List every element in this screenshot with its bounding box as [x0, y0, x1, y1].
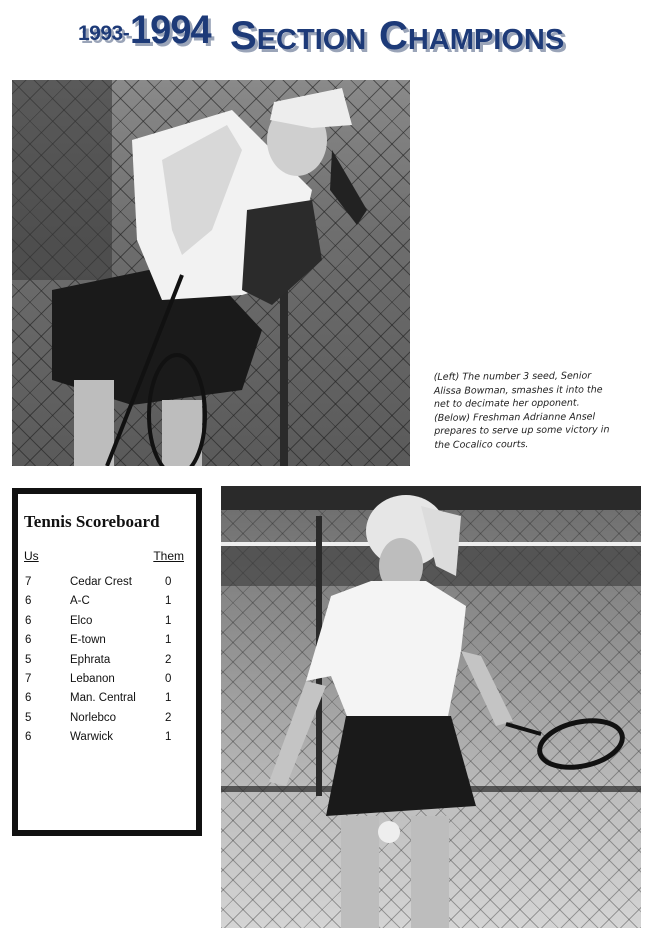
opponent-name: Ephrata — [70, 653, 111, 666]
scoreboard-row — [18, 634, 196, 653]
photo-bottom-freshman-serve — [221, 486, 641, 928]
score-them: 2 — [165, 711, 172, 724]
score-us: 6 — [25, 731, 32, 744]
opponent-name: E-town — [70, 634, 106, 647]
score-them: 1 — [165, 634, 172, 647]
opponent-name: Elco — [70, 614, 93, 627]
score-them: 0 — [165, 576, 172, 588]
score-us: 5 — [25, 653, 32, 666]
tennis-player-photo-icon — [221, 486, 641, 928]
score-us: 7 — [25, 576, 32, 588]
scoreboard-row — [18, 731, 196, 750]
title-word-section: SECTION — [230, 14, 367, 58]
scoreboard-title: Tennis Scoreboard — [24, 512, 160, 531]
scoreboard-rows — [18, 576, 196, 751]
title-word-champions: CHAMPIONS — [379, 14, 565, 58]
score-us: 5 — [25, 711, 32, 724]
page-title — [78, 6, 565, 58]
caption-line: prepares to serve up some victory in — [434, 424, 610, 437]
opponent-name: Lebanon — [70, 672, 115, 685]
title-year-start: 1993- — [78, 22, 130, 45]
opponent-name: A-C — [70, 595, 90, 608]
caption-line: the Cocalico courts. — [434, 438, 529, 451]
score-us: 6 — [25, 692, 32, 705]
scoreboard-us-header: Us — [24, 549, 39, 563]
score-us: 6 — [25, 595, 32, 608]
score-them: 2 — [165, 653, 172, 666]
opponent-name: Norlebco — [70, 711, 117, 724]
score-them: 1 — [165, 614, 172, 627]
scoreboard-row — [18, 673, 196, 692]
photo-top-senior-serve — [12, 80, 410, 466]
opponent-name: Cedar Crest — [70, 576, 132, 588]
score-us: 6 — [25, 614, 32, 627]
scoreboard-row — [18, 712, 196, 731]
tennis-player-photo-icon — [12, 80, 410, 466]
caption-line: (Below) Freshman Adrianne Ansel — [434, 410, 596, 424]
scoreboard-row — [18, 576, 196, 595]
score-them: 1 — [165, 731, 172, 744]
photo-caption — [434, 369, 635, 452]
scoreboard-them-header: Them — [153, 549, 184, 563]
scoreboard-row — [18, 692, 196, 711]
score-them: 1 — [165, 595, 172, 608]
tennis-scoreboard — [12, 488, 202, 836]
score-us: 6 — [25, 634, 32, 647]
opponent-name: Warwick — [70, 731, 114, 744]
scoreboard-row — [18, 615, 196, 634]
scoreboard-row — [18, 654, 196, 673]
scoreboard-row — [18, 595, 196, 614]
caption-line: Alissa Bowman, smashes it into the — [433, 383, 603, 397]
title-year-end: 1994 — [130, 8, 211, 52]
caption-line: (Left) The number 3 seed, Senior — [433, 370, 592, 383]
score-us: 7 — [25, 672, 32, 685]
caption-line: net to decimate her opponent. — [433, 397, 580, 410]
opponent-name: Man. Central — [70, 692, 136, 705]
score-them: 1 — [165, 692, 172, 705]
score-them: 0 — [165, 672, 172, 685]
